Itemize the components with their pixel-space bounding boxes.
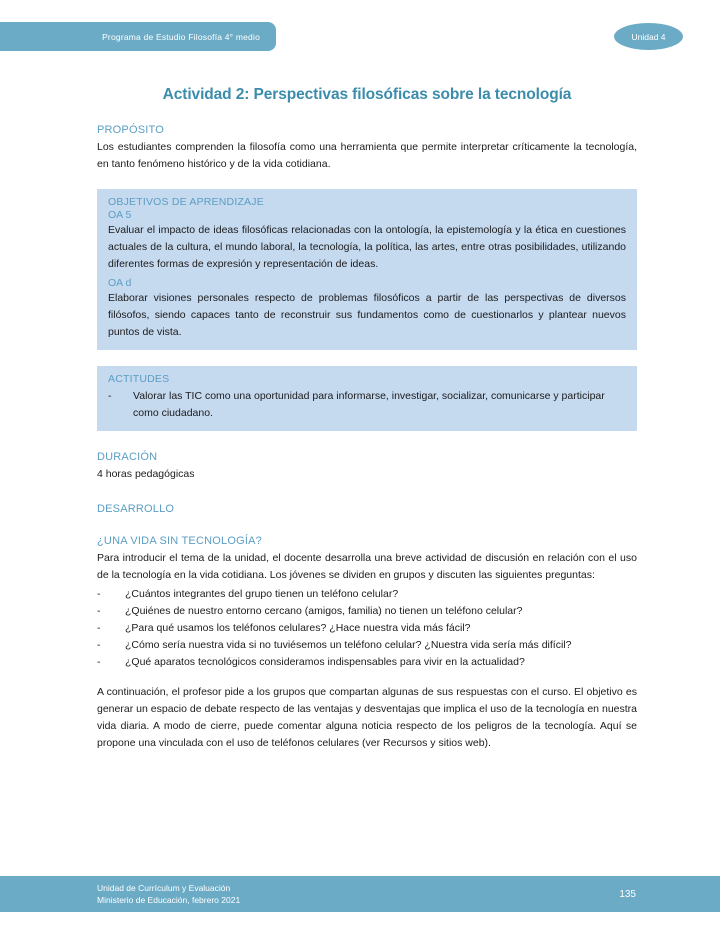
list-item xyxy=(97,620,637,637)
oa-label-1: OA d xyxy=(108,277,132,289)
paragraph-spacer xyxy=(97,671,637,684)
list-item xyxy=(108,388,626,422)
section-heading-actitudes: ACTITUDES xyxy=(108,373,170,385)
list-item xyxy=(97,586,637,603)
oa-text-1: Elaborar visiones personales respecto de problemas filosóficos a partir de las perspectivas de diversos filósofos, siendo capaces tanto de reconstruir sus fundamentos como de cuestionarlos y plantear nuevos puntos de vista. xyxy=(108,292,626,338)
subsection-heading-vida-sin-tecnologia: ¿UNA VIDA SIN TECNOLOGÍA? xyxy=(97,535,262,547)
dash-marker-icon: - xyxy=(97,605,101,617)
question-text: ¿Para qué usamos los teléfonos celulares? ¿Hace nuestra vida más fácil? xyxy=(125,622,471,634)
dash-marker-icon: - xyxy=(97,622,101,634)
oa-label-0: OA 5 xyxy=(108,209,132,221)
footer-line-1: Unidad de Currículum y Evaluación xyxy=(97,882,231,893)
section-heading-duracion: DURACIÓN xyxy=(97,451,158,463)
desarrollo-questions-list xyxy=(97,586,637,671)
unit-badge-label: Unidad 4 xyxy=(631,31,666,42)
question-text: ¿Quiénes de nuestro entorno cercano (amigos, familia) no tienen un teléfono celular? xyxy=(125,605,523,617)
desarrollo-intro-text: Para introducir el tema de la unidad, el docente desarrolla una breve actividad de discusión en relación con el uso de la tecnología en la vida cotidiana. Los jóvenes se dividen en grupos y discuten las siguientes preguntas: xyxy=(97,552,637,581)
actitudes-list xyxy=(108,388,626,422)
dash-marker-icon: - xyxy=(108,390,112,402)
section-heading-objetivos: OBJETIVOS DE APRENDIZAJE xyxy=(108,196,264,208)
section-heading-desarrollo: DESARROLLO xyxy=(97,503,175,515)
actitudes-box xyxy=(97,366,637,431)
desarrollo-closing-text: A continuación, el profesor pide a los grupos que compartan algunas de sus respuestas con el curso. El objetivo es generar un espacio de debate respecto de las ventajas y desventajas que implica el uso de la tecnología en nuestra vida diaria. A modo de cierre, puede comentar alguna noticia respecto de los peligros de la tecnología. Aquí se propone una vinculada con el uso de teléfonos celulares (ver Recursos y sitios web). xyxy=(97,686,637,749)
page-number: 135 xyxy=(619,888,636,900)
header-banner xyxy=(0,22,276,51)
actitudes-item-text: Valorar las TIC como una oportunidad para informarse, investigar, socializar, comunicarse y participar como ciudadano. xyxy=(133,390,605,419)
header-banner-label: Programa de Estudio Filosofía 4° medio xyxy=(102,31,260,42)
section-heading-proposito: PROPÓSITO xyxy=(97,124,164,136)
page-content xyxy=(0,86,720,752)
dash-marker-icon: - xyxy=(97,639,101,651)
list-item xyxy=(97,637,637,654)
footer-organization xyxy=(97,882,240,907)
footer-line-2: Ministerio de Educación, febrero 2021 xyxy=(97,895,241,905)
objetivos-box xyxy=(97,189,637,350)
oa-text-0: Evaluar el impacto de ideas filosóficas relacionadas con la ontología, la epistemología y la ética en cuestiones actuales de la cultura, el mundo laboral, la tecnología, la política, las artes, entre otras posibilidades, utilizando diferentes formas de expresión y representación de ideas. xyxy=(108,224,626,270)
question-text: ¿Cómo sería nuestra vida si no tuviésemos un teléfono celular? ¿Nuestra vida sería más difícil? xyxy=(125,639,572,651)
page-header xyxy=(0,0,720,64)
question-text: ¿Qué aparatos tecnológicos consideramos indispensables para vivir en la actualidad? xyxy=(125,656,525,668)
page-footer xyxy=(0,876,720,912)
list-item xyxy=(97,654,637,671)
unit-badge xyxy=(614,23,683,50)
dash-marker-icon: - xyxy=(97,588,101,600)
question-text: ¿Cuántos integrantes del grupo tienen un teléfono celular? xyxy=(125,588,399,600)
list-item xyxy=(97,603,637,620)
page-title: Actividad 2: Perspectivas filosóficas sobre la tecnología xyxy=(162,86,572,103)
dash-marker-icon: - xyxy=(97,656,101,668)
proposito-text: Los estudiantes comprenden la filosofía como una herramienta que permite interpretar críticamente la tecnología, en tanto fenómeno histórico y de la vida cotidiana. xyxy=(97,141,637,170)
duracion-text: 4 horas pedagógicas xyxy=(97,468,195,480)
